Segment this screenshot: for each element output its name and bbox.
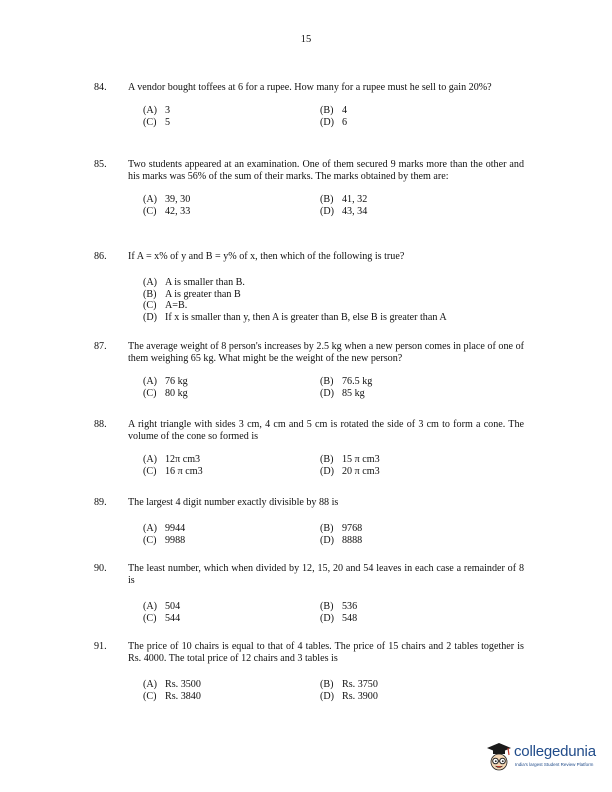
option-b: (B) 9768: [320, 523, 363, 534]
options: [143, 277, 524, 323]
question-number: 86.: [94, 251, 107, 262]
option-b: (B) 536: [320, 601, 358, 612]
options: [143, 523, 524, 546]
logo-tagline: India's largest Student Review Platform: [515, 762, 594, 767]
options: [143, 194, 524, 217]
option-a: (A) 3: [143, 105, 171, 116]
question-88: [94, 419, 524, 477]
option-b: (B) Rs. 3750: [320, 679, 378, 690]
option-b: (B) 76.5 kg: [320, 376, 373, 387]
option-b: (B) 4: [320, 105, 348, 116]
option-c: (C) 9988: [143, 534, 186, 546]
options: [143, 454, 524, 477]
option-c: (C) 16 π cm3: [143, 465, 203, 477]
mascot-icon: [483, 738, 513, 778]
option-a: (A) A is smaller than B.: [143, 277, 245, 288]
option-d: (D) 20 π cm3: [320, 465, 380, 477]
question-text: The least number, which when divided by 12, 15, 20 and 54 leaves in each case a remainder of 8 is: [128, 563, 524, 586]
question-text: The average weight of 8 person's increases by 2.5 kg when a new person comes in place of one of them weighing 65 kg. What might be the weight of the new person?: [128, 341, 524, 364]
option-b: (B) 15 π cm3: [320, 454, 380, 465]
options: [143, 601, 524, 624]
question-number: 88.: [94, 419, 107, 430]
question-text: If A = x% of y and B = y% of x, then which of the following is true?: [128, 251, 405, 262]
option-c: (C) A=B.: [143, 300, 188, 311]
question-text: The largest 4 digit number exactly divisible by 88 is: [128, 497, 339, 508]
option-a: (A) Rs. 3500: [143, 679, 201, 690]
option-a: (A) 9944: [143, 523, 186, 534]
question-number: 84.: [94, 82, 107, 93]
options: [143, 105, 524, 128]
question-text: A right triangle with sides 3 cm, 4 cm and 5 cm is rotated the side of 3 cm to form a cone. The volume of the cone so formed is: [128, 419, 524, 442]
collegedunia-logo: [483, 738, 605, 778]
option-d: (D) 43, 34: [320, 205, 368, 217]
question-87: [94, 341, 524, 399]
option-c: (C) 80 kg: [143, 387, 188, 399]
question-text: A vendor bought toffees at 6 for a rupee. How many for a rupee must he sell to gain 20%?: [128, 82, 492, 93]
option-d: (D) If x is smaller than y, then A is greater than B, else B is greater than A: [143, 311, 447, 323]
option-a: (A) 12π cm3: [143, 454, 201, 465]
question-91: [94, 641, 524, 702]
question-85: [94, 159, 524, 217]
question-84: [94, 82, 524, 128]
option-a: (A) 39, 30: [143, 194, 191, 205]
question-number: 90.: [94, 563, 107, 574]
logo-name: collegedunia: [514, 743, 596, 760]
option-c: (C) 42, 33: [143, 205, 191, 217]
option-d: (D) 6: [320, 116, 348, 128]
options: [143, 376, 524, 399]
option-b: (B) 41, 32: [320, 194, 368, 205]
option-d: (D) 548: [320, 612, 358, 624]
option-a: (A) 76 kg: [143, 376, 188, 387]
question-number: 91.: [94, 641, 107, 652]
question-number: 89.: [94, 497, 107, 508]
question-number: 87.: [94, 341, 107, 352]
option-b: (B) A is greater than B: [143, 288, 241, 300]
question-86: [94, 251, 524, 323]
options: [143, 679, 524, 702]
question-number: 85.: [94, 159, 107, 170]
option-d: (D) 85 kg: [320, 387, 365, 399]
option-c: (C) Rs. 3840: [143, 690, 201, 702]
option-c: (C) 544: [143, 612, 181, 624]
question-89: [94, 497, 524, 546]
question-90: [94, 563, 524, 624]
option-c: (C) 5: [143, 116, 171, 128]
question-text: Two students appeared at an examination. One of them secured 9 marks more than the other and his marks was 56% of the sum of their marks. The marks obtained by them are:: [128, 159, 524, 182]
option-d: (D) 8888: [320, 534, 363, 546]
question-text: The price of 10 chairs is equal to that of 4 tables. The price of 15 chairs and 2 tables together is Rs. 4000. The total price of 12 chairs and 3 tables is: [128, 641, 524, 664]
page-number: 15: [300, 34, 312, 45]
option-d: (D) Rs. 3900: [320, 690, 378, 702]
option-a: (A) 504: [143, 601, 181, 612]
